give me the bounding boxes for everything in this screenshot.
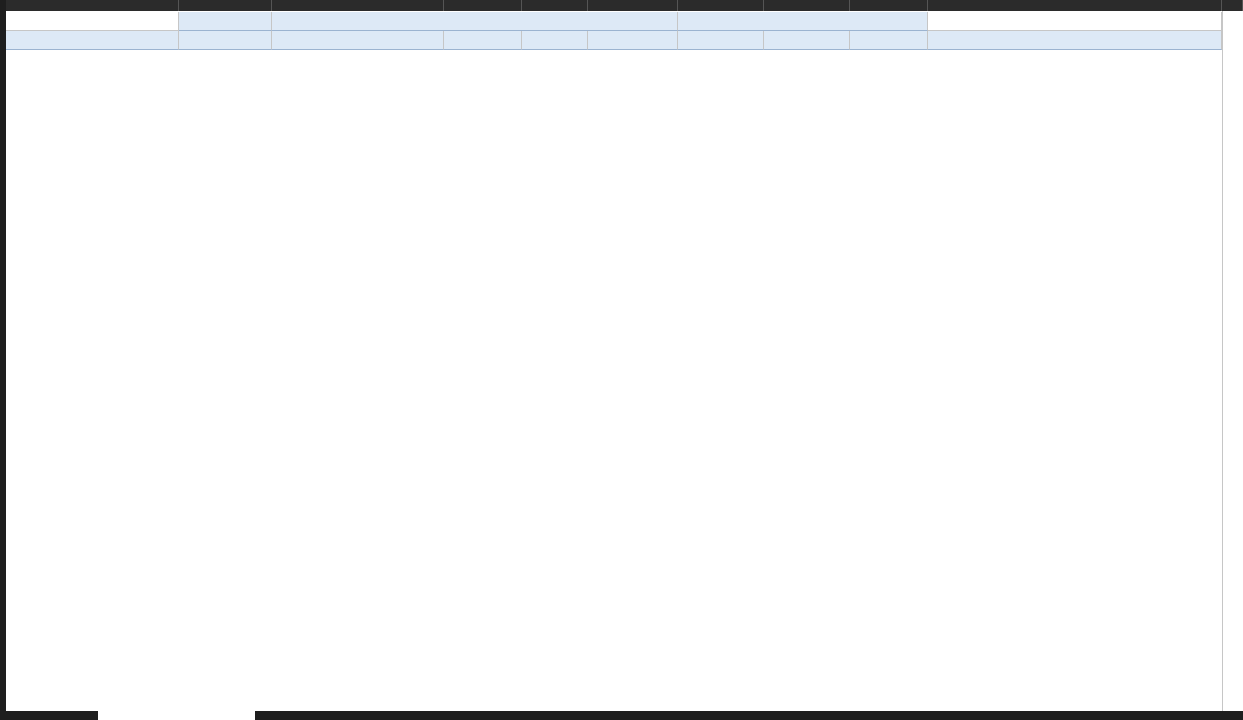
header-service-item[interactable] [0, 31, 179, 50]
column-header-a[interactable] [0, 0, 179, 11]
header-kilometers[interactable] [272, 12, 678, 31]
column-header-i[interactable] [678, 0, 764, 11]
window-left-edge [0, 0, 6, 720]
column-m-strip [1222, 11, 1243, 720]
column-header-m[interactable] [1222, 0, 1243, 11]
header-action-taken[interactable] [678, 12, 928, 31]
column-header-g[interactable] [522, 0, 588, 11]
header-current[interactable] [522, 31, 588, 50]
header-blank-l[interactable] [928, 12, 1222, 31]
header-time-years[interactable] [179, 12, 272, 31]
header-remaining[interactable] [588, 31, 678, 50]
column-header-k[interactable] [850, 0, 928, 11]
column-header-b[interactable] [179, 0, 272, 11]
column-header-h[interactable] [588, 0, 678, 11]
header-max[interactable] [179, 31, 272, 50]
header-refreshed[interactable] [764, 31, 850, 50]
header-replaced-action[interactable] [850, 31, 928, 50]
header-row-1 [0, 12, 1243, 31]
header-replaced[interactable] [444, 31, 522, 50]
horizontal-scrollbar[interactable] [255, 711, 1243, 720]
header-blank[interactable] [0, 12, 179, 31]
column-header-l[interactable] [928, 0, 1222, 11]
column-header-j[interactable] [764, 0, 850, 11]
header-note[interactable] [928, 31, 1222, 50]
column-header-f[interactable] [444, 0, 522, 11]
header-max-life[interactable] [272, 31, 444, 50]
sheet-tab-bar [0, 711, 98, 720]
header-control[interactable] [678, 31, 764, 50]
column-header-e[interactable] [272, 0, 444, 11]
header-row-2 [0, 31, 1243, 50]
